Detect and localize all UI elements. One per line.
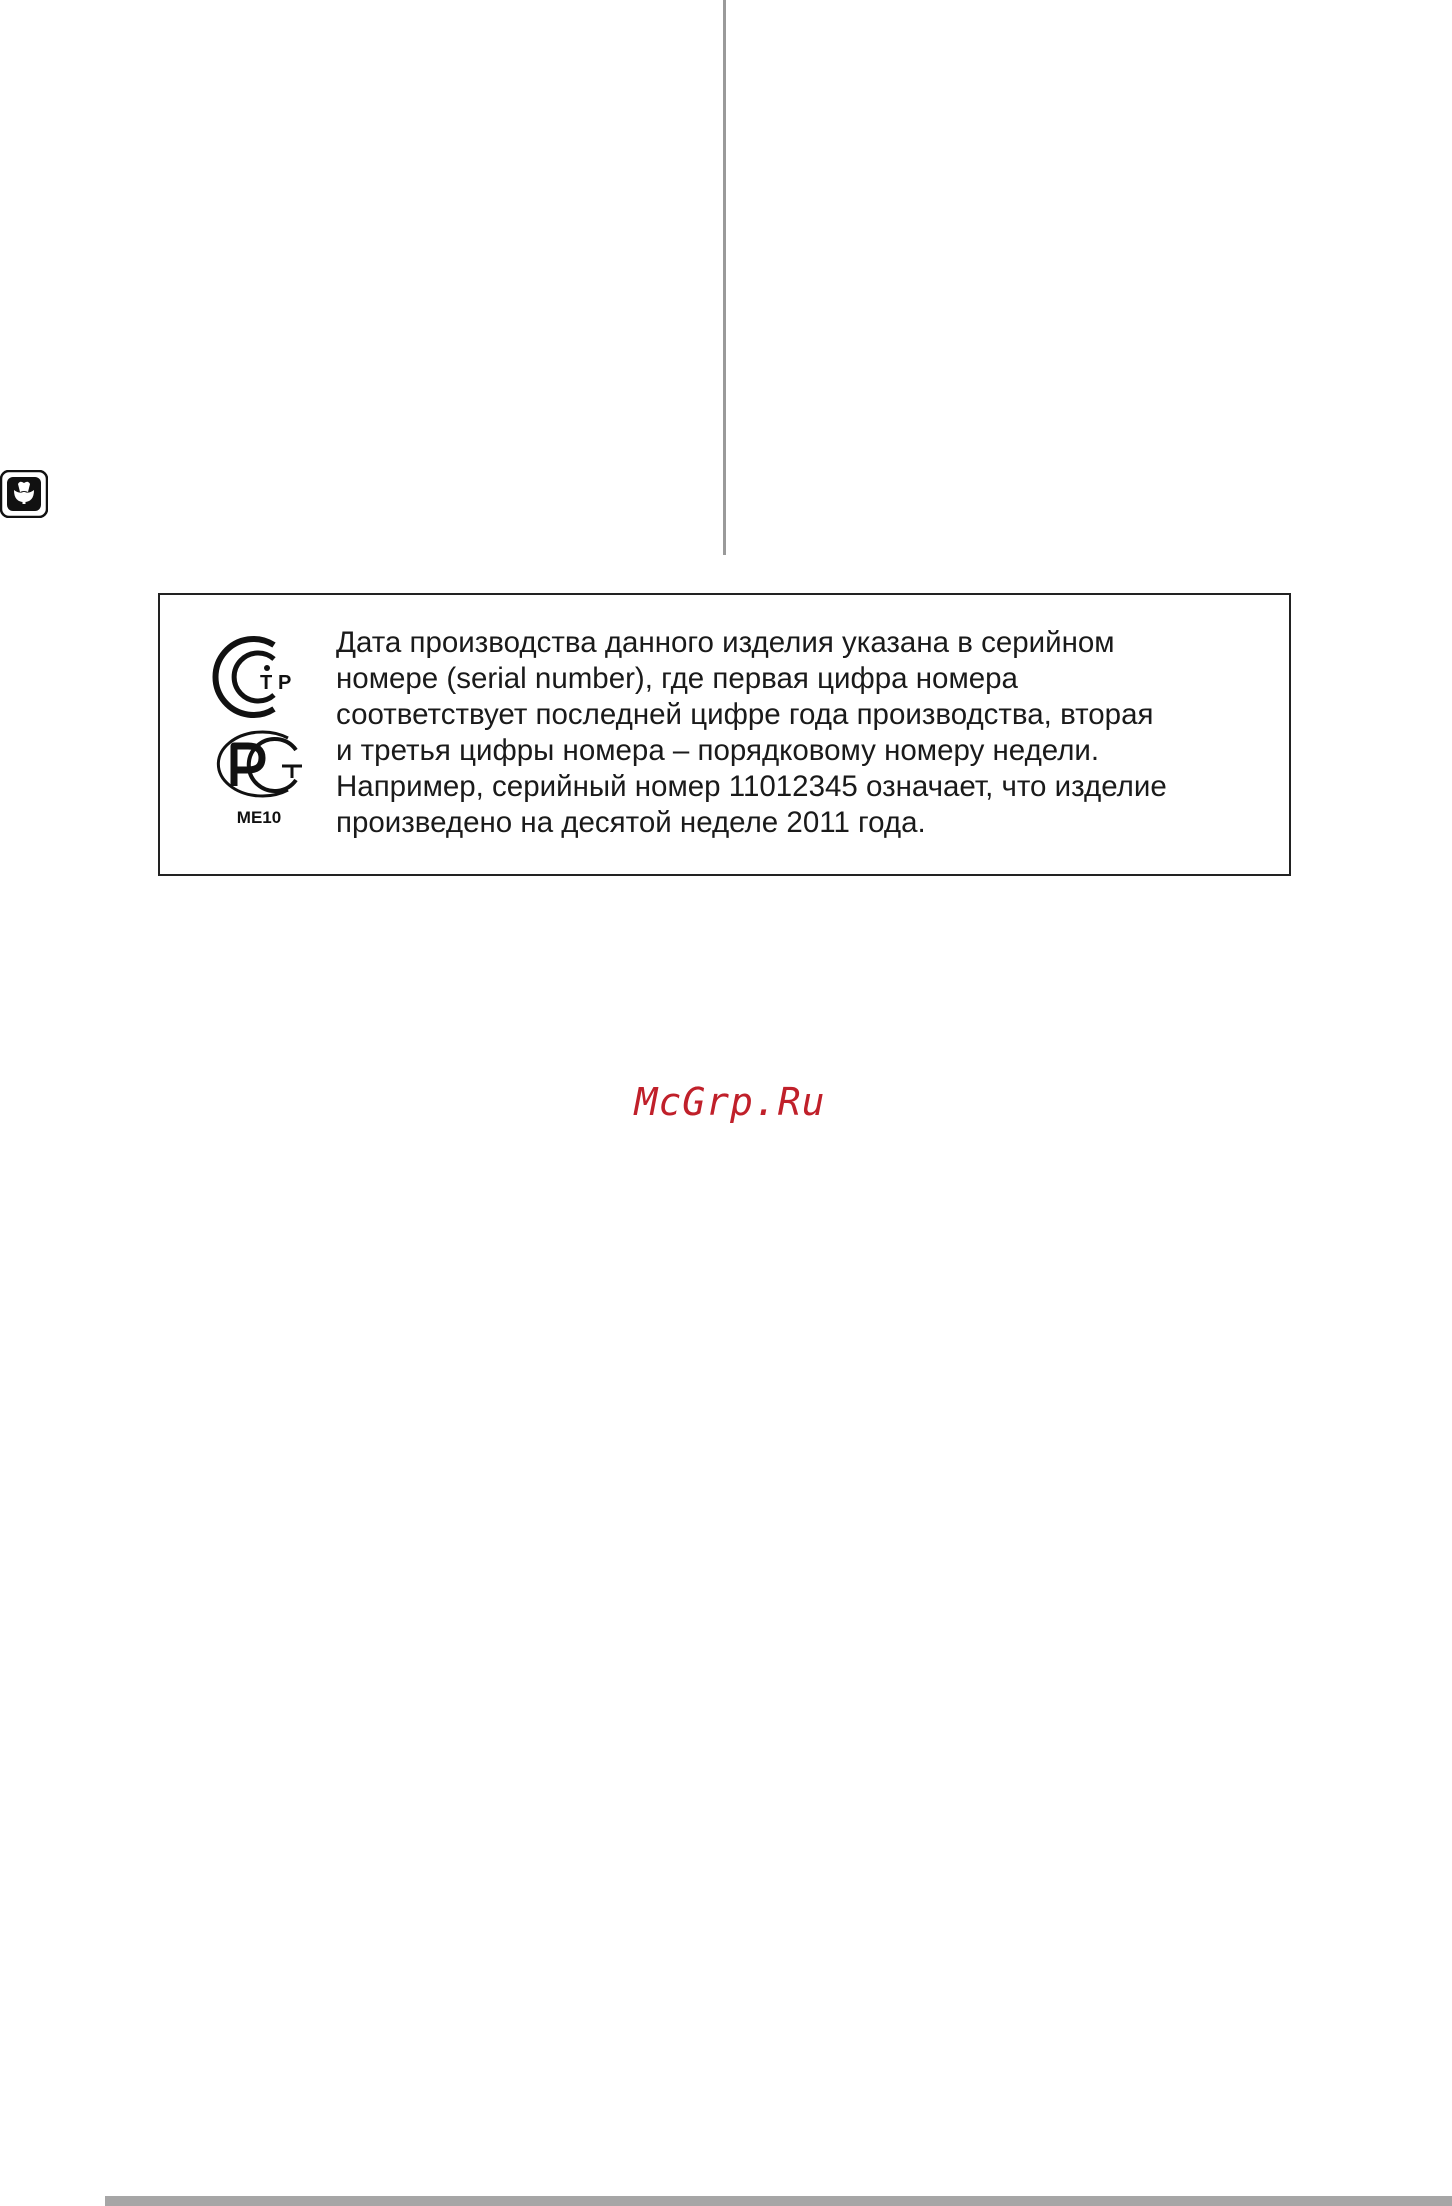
footer-bar — [105, 2196, 1452, 2206]
watermark: McGrp.Ru — [634, 1080, 826, 1124]
certification-box — [158, 593, 1291, 876]
notice-line: Например, серийный номер 11012345 означает, что изделие — [336, 770, 1167, 803]
notice-line: Дата производства данного изделия указана в серийном — [336, 626, 1115, 659]
flower-eco-icon — [0, 470, 48, 518]
notice-line: и третья цифры номера – порядковому номеру недели. — [336, 734, 1100, 767]
notice-line: соответствует последней цифре года производства, вторая — [336, 698, 1154, 731]
svg-text:Т: Т — [260, 672, 273, 694]
certification-marks — [204, 633, 314, 833]
svg-text:Р: Р — [278, 672, 292, 694]
eac-certification-mark-icon — [204, 633, 314, 721]
notice-line: произведено на десятой неделе 2011 года. — [336, 806, 926, 839]
certification-code: ME10 — [236, 808, 282, 827]
production-date-notice — [336, 625, 1276, 841]
column-divider — [723, 0, 726, 555]
rostest-pct-mark-icon — [204, 728, 314, 800]
notice-line: номере (serial number), где первая цифра номера — [336, 662, 1018, 695]
